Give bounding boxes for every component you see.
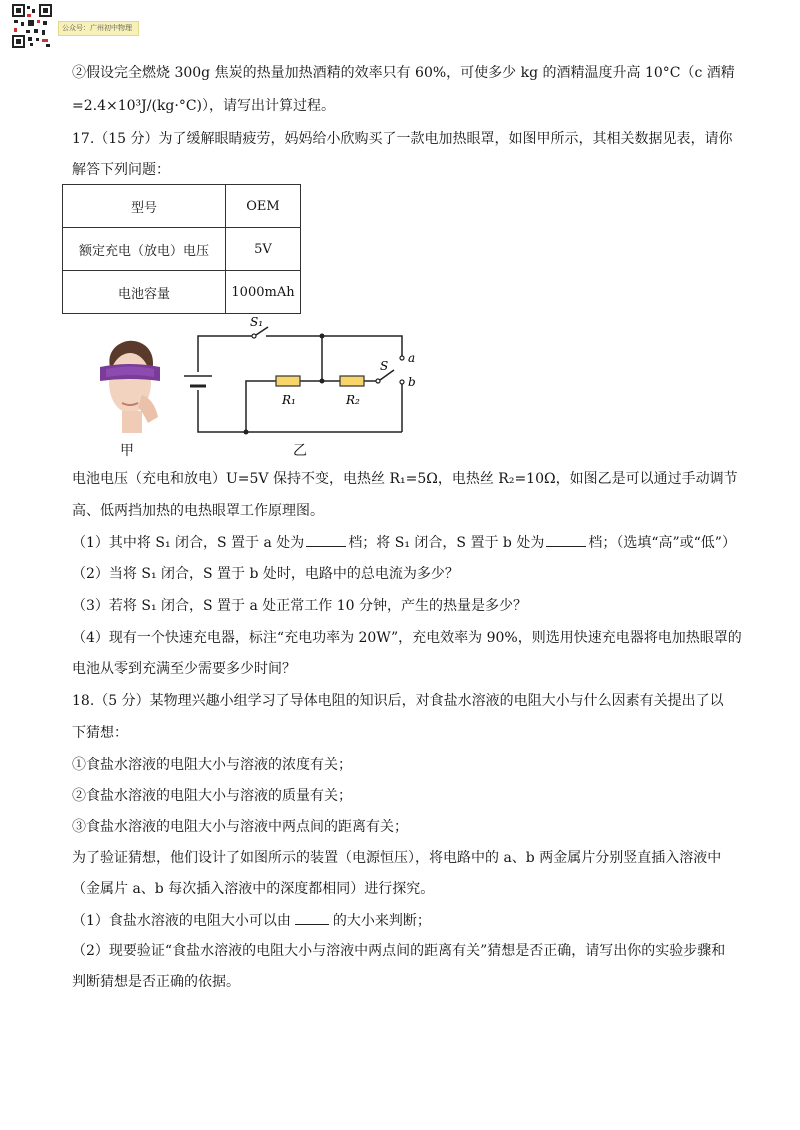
q17-part-4-line-1: （4）现有一个快速充电器，标注“充电功率为 20W”，充电效率为 90%，则选用快速充电器将电加热眼罩的: [72, 630, 742, 646]
label-r2: R₂: [346, 393, 360, 407]
resistor-r2: [340, 376, 364, 386]
q18-part-2-line-2: 判断猜想是否正确的依据。: [72, 974, 240, 990]
label-s1: S₁: [250, 315, 264, 329]
answer-blank[interactable]: [295, 911, 329, 925]
q18-intro-2: 下猜想：: [72, 725, 128, 741]
q18-intro-1: 18.（5 分）某物理兴趣小组学习了导体电阻的知识后，对食盐水溶液的电阻大小与什么因素有关提出了以: [72, 693, 724, 709]
answer-blank[interactable]: [306, 533, 346, 547]
contact-b: [400, 380, 404, 384]
label-r1: R₁: [282, 393, 296, 407]
q16-line-1: ②假设完全燃烧 300g 焦炭的热量加热酒精的效率只有 60%，可使多少 kg 的酒精温度升高 10°C（c 酒精: [72, 65, 735, 81]
q17-part-2: （2）当将 S₁ 闭合，S 置于 b 处时，电路中的总电流为多少？: [72, 566, 459, 582]
spec-table: [62, 184, 301, 314]
q17-intro-2: 解答下列问题：: [72, 162, 170, 178]
q17-part-1-c: 档；（选填“高”或“低”）: [588, 535, 736, 551]
table-cell-label: 额定充电（放电）电压: [63, 228, 226, 271]
q18-guess-2: ②食盐水溶液的电阻大小与溶液的质量有关；: [72, 788, 352, 804]
q18-part-1-b: 的大小来判断；: [332, 913, 431, 929]
q17-part-4-line-2: 电池从零到充满至少需要多少时间？: [72, 661, 296, 677]
q17-intro-1: 17.（15 分）为了缓解眼睛疲劳，妈妈给小欣购买了一款电加热眼罩，如图甲所示，其相关数据见表，请你: [72, 131, 733, 147]
table-cell-label: 电池容量: [63, 271, 226, 314]
eye-mask-illustration: [92, 337, 166, 433]
table-row: [63, 185, 301, 228]
q18-setup-2: （金属片 a、b 每次插入溶液中的深度都相同）进行探究。: [72, 881, 435, 897]
watermark-tag: 公众号：广州初中物理: [58, 21, 139, 36]
q18-setup-1: 为了验证猜想，他们设计了如图所示的装置（电源恒压），将电路中的 a、b 两金属片分别竖直插入溶液中: [72, 850, 722, 866]
q17-desc-1: 电池电压（充电和放电）U=5V 保持不变，电热丝 R₁=5Ω，电热丝 R₂=10Ω，如图乙是可以通过手动调节: [72, 471, 738, 487]
q17-desc-2: 高、低两挡加热的电热眼罩工作原理图。: [72, 503, 324, 519]
table-cell-value: OEM: [226, 185, 301, 228]
contact-a: [400, 356, 404, 360]
figure-caption-jia: 甲: [120, 443, 134, 459]
q17-part-1: [72, 533, 736, 552]
q18-guess-1: ①食盐水溶液的电阻大小与溶液的浓度有关；: [72, 757, 352, 773]
table-row: [63, 228, 301, 271]
q18-guess-3: ③食盐水溶液的电阻大小与溶液中两点间的距离有关；: [72, 819, 408, 835]
label-b: b: [408, 375, 416, 389]
qr-code-icon: [12, 4, 52, 48]
q18-part-1: [72, 911, 431, 930]
label-s: S: [380, 359, 389, 373]
label-a: a: [408, 351, 416, 365]
answer-blank[interactable]: [546, 533, 586, 547]
q17-part-3: （3）若将 S₁ 闭合，S 置于 a 处正常工作 10 分钟，产生的热量是多少？: [72, 598, 528, 614]
q16-line-2: =2.4×10³J/(kg·°C)），请写出计算过程。: [72, 98, 336, 114]
table-cell-label: 型号: [63, 185, 226, 228]
table-row: [63, 271, 301, 314]
q18-part-2-line-1: （2）现要验证“食盐水溶液的电阻大小与溶液中两点间的距离有关”猜想是否正确，请写出你的实验步骤和: [72, 943, 726, 959]
table-cell-value: 1000mAh: [226, 271, 301, 314]
q17-part-1-b: 档；将 S₁ 闭合，S 置于 b 处为: [348, 535, 545, 551]
resistor-r1: [276, 376, 300, 386]
q17-part-1-a: （1）其中将 S₁ 闭合，S 置于 a 处为: [72, 535, 305, 551]
q18-part-1-a: （1）食盐水溶液的电阻大小可以由: [72, 913, 291, 929]
figure-caption-yi: 乙: [293, 443, 307, 459]
table-cell-value: 5V: [226, 228, 301, 271]
